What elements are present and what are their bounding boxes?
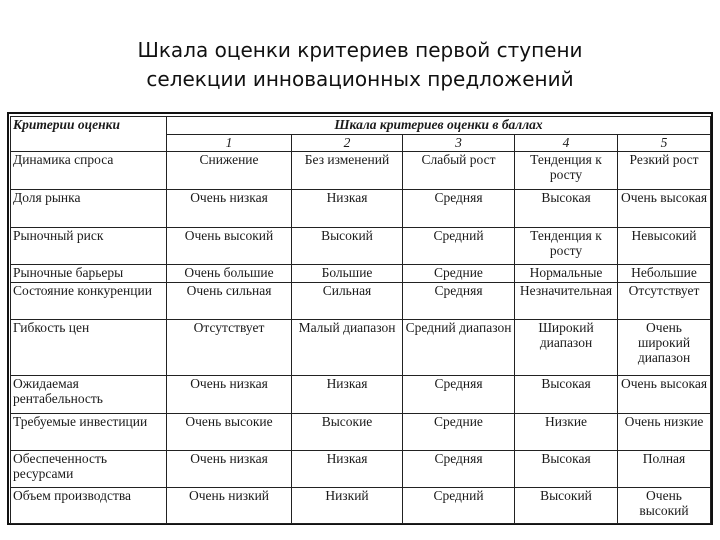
score-cell: Широкий диапазон bbox=[515, 320, 618, 376]
score-cell: Незначительная bbox=[515, 283, 618, 320]
score-cell: Малый диапазон bbox=[292, 320, 403, 376]
score-cell: Высокая bbox=[515, 451, 618, 488]
score-cell: Средние bbox=[403, 265, 515, 283]
score-cell: Очень широкий диапазон bbox=[618, 320, 711, 376]
criterion-name: Объем производства bbox=[11, 488, 167, 524]
table-row bbox=[11, 488, 711, 524]
score-cell: Очень сильная bbox=[167, 283, 292, 320]
score-cell: Средние bbox=[403, 414, 515, 451]
table-row bbox=[11, 414, 711, 451]
score-cell: Средний диапазон bbox=[403, 320, 515, 376]
score-cell: Слабый рост bbox=[403, 152, 515, 190]
score-cell: Низкий bbox=[292, 488, 403, 524]
score-cell: Тенденция к росту bbox=[515, 152, 618, 190]
score-cell: Высокие bbox=[292, 414, 403, 451]
score-cell: Очень высокие bbox=[167, 414, 292, 451]
table-row bbox=[11, 190, 711, 228]
score-cell: Очень низкая bbox=[167, 451, 292, 488]
score-cell: Высокая bbox=[515, 190, 618, 228]
score-cell: Низкая bbox=[292, 376, 403, 414]
table-row bbox=[11, 451, 711, 488]
score-cell: Средняя bbox=[403, 283, 515, 320]
score-cell: Очень низкие bbox=[618, 414, 711, 451]
score-cell: Высокий bbox=[515, 488, 618, 524]
scale-header: Шкала критериев оценки в баллах bbox=[167, 117, 711, 135]
table-row bbox=[11, 152, 711, 190]
criterion-name: Рыночный риск bbox=[11, 228, 167, 265]
table-row bbox=[11, 228, 711, 265]
score-cell: Снижение bbox=[167, 152, 292, 190]
score-cell: Тенденция к росту bbox=[515, 228, 618, 265]
score-cell: Очень высокий bbox=[618, 488, 711, 524]
score-cell: Полная bbox=[618, 451, 711, 488]
criterion-name: Рыночные барьеры bbox=[11, 265, 167, 283]
score-cell: Высокий bbox=[292, 228, 403, 265]
score-cell: Большие bbox=[292, 265, 403, 283]
criterion-name: Требуемые инвестиции bbox=[11, 414, 167, 451]
criterion-name: Гибкость цен bbox=[11, 320, 167, 376]
score-header-5: 5 bbox=[618, 135, 711, 152]
table-row bbox=[11, 283, 711, 320]
score-cell: Нормальные bbox=[515, 265, 618, 283]
score-cell: Средняя bbox=[403, 451, 515, 488]
score-cell: Очень высокая bbox=[618, 190, 711, 228]
score-cell: Очень высокий bbox=[167, 228, 292, 265]
score-cell: Резкий рост bbox=[618, 152, 711, 190]
criterion-name: Ожидаемая рентабельность bbox=[11, 376, 167, 414]
criterion-name: Обеспеченность ресурсами bbox=[11, 451, 167, 488]
slide-title bbox=[0, 36, 720, 94]
score-header-4: 4 bbox=[515, 135, 618, 152]
score-cell: Средний bbox=[403, 228, 515, 265]
score-cell: Очень низкий bbox=[167, 488, 292, 524]
score-header-1: 1 bbox=[167, 135, 292, 152]
score-cell: Сильная bbox=[292, 283, 403, 320]
score-cell: Отсутствует bbox=[618, 283, 711, 320]
score-cell: Средняя bbox=[403, 376, 515, 414]
criterion-name: Состояние конкуренции bbox=[11, 283, 167, 320]
score-cell: Небольшие bbox=[618, 265, 711, 283]
score-header-3: 3 bbox=[403, 135, 515, 152]
criteria-header: Критерии оценки bbox=[11, 117, 167, 152]
score-cell: Отсутствует bbox=[167, 320, 292, 376]
score-cell: Без изменений bbox=[292, 152, 403, 190]
score-cell: Средняя bbox=[403, 190, 515, 228]
score-cell: Низкая bbox=[292, 190, 403, 228]
table-row bbox=[11, 320, 711, 376]
table-row bbox=[11, 376, 711, 414]
slide-title-line-1: Шкала оценки критериев первой ступени bbox=[137, 38, 583, 62]
score-cell: Очень большие bbox=[167, 265, 292, 283]
score-header-2: 2 bbox=[292, 135, 403, 152]
score-cell: Низкие bbox=[515, 414, 618, 451]
criterion-name: Доля рынка bbox=[11, 190, 167, 228]
score-cell: Средний bbox=[403, 488, 515, 524]
score-cell: Высокая bbox=[515, 376, 618, 414]
criterion-name: Динамика спроса bbox=[11, 152, 167, 190]
table-row bbox=[11, 265, 711, 283]
score-cell: Очень низкая bbox=[167, 190, 292, 228]
score-cell: Низкая bbox=[292, 451, 403, 488]
slide-title-line-2: селекции инновационных предложений bbox=[146, 67, 574, 91]
criteria-table bbox=[10, 116, 711, 524]
score-cell: Очень высокая bbox=[618, 376, 711, 414]
score-cell: Очень низкая bbox=[167, 376, 292, 414]
score-cell: Невысокий bbox=[618, 228, 711, 265]
